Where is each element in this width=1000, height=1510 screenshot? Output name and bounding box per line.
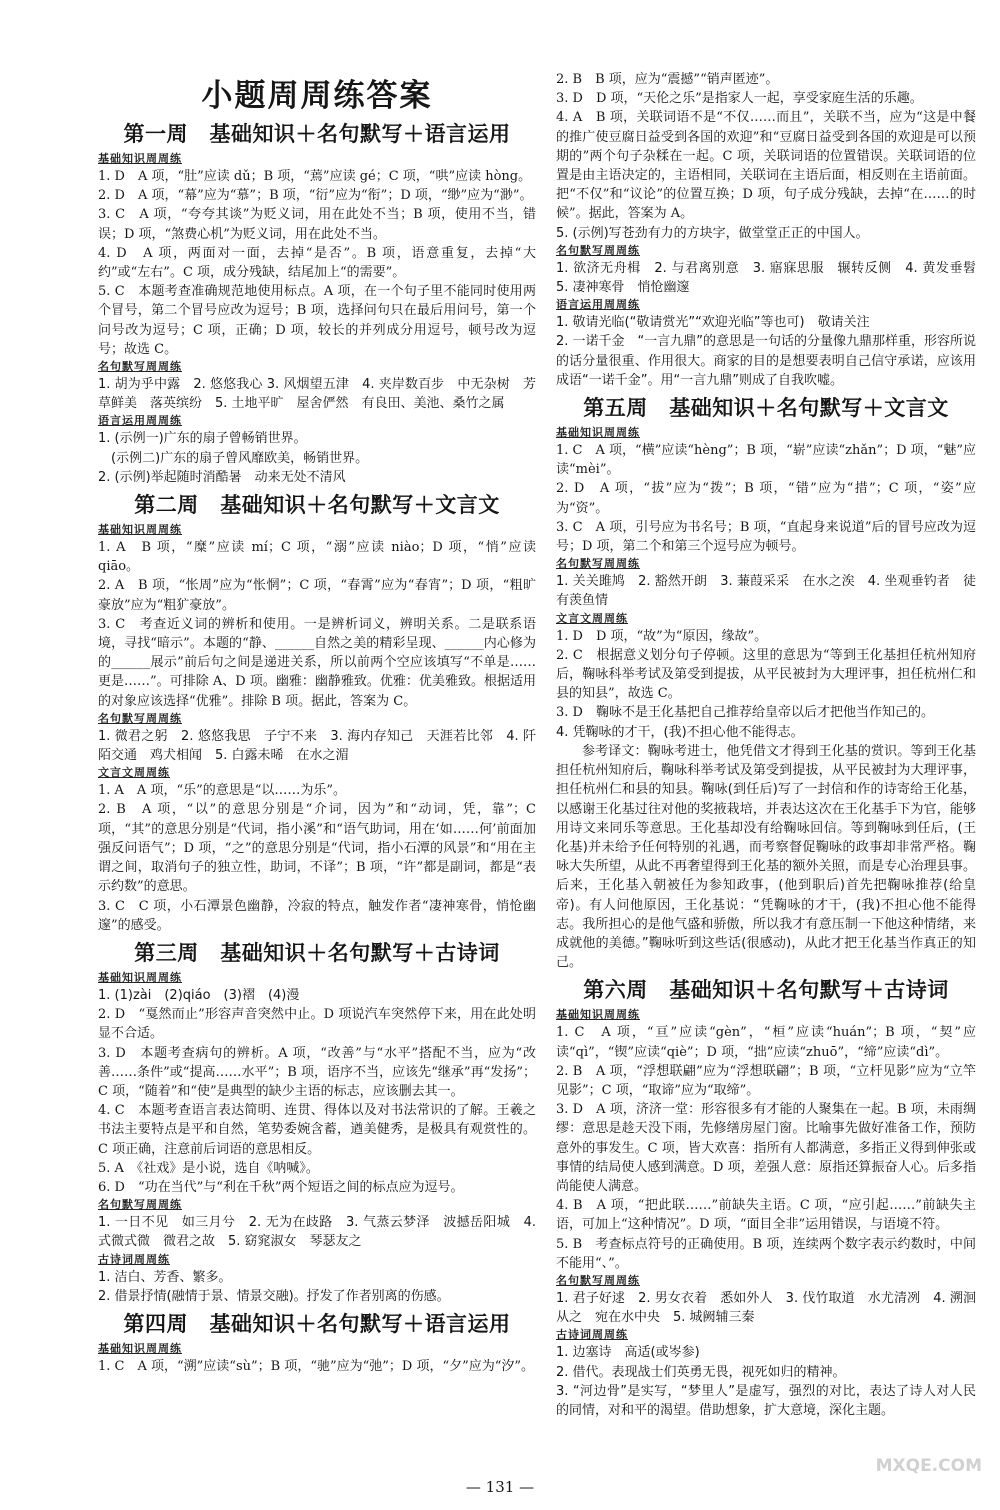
answer-text: 3. “河边骨”是实写，“梦里人”是虚写，强烈的对比，表达了诗人对人民的同情，对和平的渴望。借助想象，扩大意境，深化主题。 [556,1383,976,1418]
answer-item: 5. C 本题考查准确规范地使用标点。A 项，在一个句子里不能同时使用两个冒号，第二个冒号应改为逗号；B 项，选择问句只在最后用问号，第一个问号改为逗号；C 项，正确；D 项，较长的并列成分用逗号，顿号改为逗号；故选 C。 [98,284,536,357]
answer-item: 3. C 考查近义词的辨析和使用。一是辨析词义，辨明关系。二是联系语境，寻找“暗示”。本题的“静、______自然之美的精彩呈现、______内心修为的______展示”前后句之间是递进关系，所以前两个空应该填写“不单是……更是……”。可排除 A、D 项。幽雅：幽静雅致。优雅：优美雅致。根据适用的对象应该选择“优雅”。排除 B 项。据此，答案为 C。 [98,616,536,709]
answer-text: 2. 借代。表现战士们英勇无畏，视死如归的精神。 [556,1364,846,1380]
section-heading: 名句默写周周练 [98,360,182,374]
section-heading: 名句默写周周练 [556,1273,640,1287]
section-heading: 语言运用周周练 [556,298,640,312]
section-heading: 文言文周周练 [98,766,170,780]
section-heading: 基础知识周周练 [98,1341,182,1355]
answer-text: 2. (示例)举起随时消酷暑 动来无处不清风 [98,469,346,485]
answer-item: 3. C C 项，小石潭景色幽静，冷寂的特点，触发作者“凄神寒骨，悄怆幽邃”的感受。 [98,898,536,933]
answer-item: 3. D 本题考查病句的辨析。A 项，“改善”与“水平”搭配不当，应为“改善……条件”或“提高……水平”；B 项，语序不当，应该先“继承”再“发扬”；C 项，“随着”和“使”是典型的缺少主语的标志，应该删去其一。 [98,1045,536,1099]
answer-item: 6. D “功在当代”与“利在千秋”两个短语之间的标点应为逗号。 [98,1179,464,1195]
answer-item: 4. A B 项，关联词语不是“不仅……而且”，关联不当，应为“这是中餐的推广使豆腐日益受到各国的欢迎”和“豆腐日益受到各国的欢迎是可以预期的”两个句子杂糅在一起。C 项，关联词语的位置错误。关联词语的位置是由主语决定的，主语相同，关联词在主语后面，相反则在主语前面。把“不仅”和“议论”的位置互换；D 项，句子成分残缺，去掉“在……的时候”。据此，答案为 A。 [556,110,976,222]
answer-item: 1. A B 项，“糜”应读 mí；C 项，“溺”应读 niào；D 项，“悄”应读 qiāo。 [98,540,536,575]
answer-item: 2. B A 项，“浮想联翩”应为“浮想联翩”；B 项，“立杆见影”应为“立竿见影”；C 项，“取谛”应为“取缔”。 [556,1063,976,1098]
section-heading: 文言文周周练 [556,611,628,625]
section-heading: 基础知识周周练 [98,152,182,165]
week-title: 第二周 基础知识＋名句默写＋文言文 [134,493,500,518]
answer-text: 1. 君子好逑 2. 男女衣着 悉如外人 3. 伐竹取道 水尤清冽 4. 溯洄从之 宛在水中央 5. 城阙辅三秦 [556,1290,976,1326]
answer-item: 1. D A 项，“肚”应读 dǔ；B 项，“蔫”应读 gé；C 项，“哄”应读 hòng。 [98,169,532,184]
answer-text: (示例二)广东的扇子曾风靡欧美，畅销世界。 [98,450,369,466]
answer-text: 1. 胡为乎中露 2. 悠悠我心 3. 风烟望五津 4. 夹岸数百步 中无杂树 芳草鲜美 落英缤纷 5. 土地平旷 屋舍俨然 有良田、美池、桑竹之属 [98,377,536,412]
left-column-content [98,118,536,1376]
right-column [556,70,990,1420]
answer-item: 1. C A 项，“亘”应读“gèn”，“桓”应读“huán”；B 项，“契”应读“qì”，“锲”应读“qiè”；D 项，“拙”应读“zhuō”，“缔”应读“dì”。 [556,1025,976,1060]
left-column [98,72,536,1376]
page-number: — 131 — [465,1478,535,1496]
answer-text: 1. 关关雎鸠 2. 豁然开朗 3. 蒹葭采采 在水之涘 4. 坐观垂钓者 徒有羡鱼情 [556,574,976,609]
week-title: 第三周 基础知识＋名句默写＋古诗词 [134,940,500,965]
answer-item: 5. A 《社戏》是小说，选自《呐喊》。 [98,1160,319,1176]
right-column-content [556,70,990,1420]
week-title: 第五周 基础知识＋名句默写＋文言文 [583,396,949,421]
answer-text: 1. 洁白、芳香、繁多。 [98,1269,232,1285]
answer-item: 3. C A 项，引号应为书名号；B 项，“直起身来说道”后的冒号应改为逗号；D 项，第二个和第三个逗号应为顿号。 [556,519,976,555]
week-title: 第四周 基础知识＋名句默写＋语言运用 [123,1311,511,1336]
answer-text: 2. 一诺千金 “一言九鼎”的意思是一句话的分量像九鼎那样重，形容所说的话分量很重、作用很大。商家的目的是想要表明自己信守承诺，应该用成语“一诺千金”。用“一言九鼎”则成了自我吹嘘。 [556,334,977,388]
section-heading: 基础知识周周练 [556,426,640,440]
answer-item: 4. C 本题考查语言表达简明、连贯、得体以及对书法常识的了解。王羲之书法主要特点是平和自然，笔势委婉含蓄，遒美健秀，是极具有观赏性的。C 项正确，注意前后词语的意思相反。 [98,1103,536,1157]
answer-text: 1. 边塞诗 高适(或岑参) [556,1345,700,1361]
answer-item: 3. D A 项，济济一堂：形容很多有才能的人聚集在一起。B 项，未雨绸缪：意思是趁天没下雨，先修缮房屋门窗。比喻事先做好准备工作，预防意外的事发生。C 项，皆大欢喜：指所有人都满意，多指正义得到伸张或事情的结局使人感到满意。D 项，差强人意：原指还算振奋人心。后多指尚能使人满意。 [556,1102,976,1194]
site-watermark: MXQE.COM [875,1456,982,1476]
answer-text: 1. 敬请光临(“敬请赏光”“欢迎光临”等也可) 敬请关注 [556,315,870,331]
answer-text: 1. 微君之躬 2. 悠悠我思 子宁不来 3. 海内存知己 天涯若比邻 4. 阡陌交通 鸡犬相闻 5. 白露未晞 在水之湄 [98,728,536,764]
answer-item: 2. D A 项，“拔”应为“拨”；B 项，“错”应为“措”；C 项，“姿”应为“资”。 [556,481,976,516]
section-heading: 名句默写周周练 [556,557,640,571]
answer-item: 2. B A 项，“以”的意思分别是“介词，因为”和“动词，凭，靠”；C 项，“其”的意思分别是“代词，指小溪”和“语气助词，用在‘如……何’前面加强反问语气”；D 项，“之”的意思分别是“代词，指小石潭的风景”和“用在主谓之间，取消句子的独立性，助词，不译”；B 项，“许”都是副词，都是“表示约数”的意思。 [98,802,536,895]
answer-item: 4. B A 项，“把此联……”前缺失主语。C 项，“应引起……”前缺失主语，可加上“这种情况”。D 项，“面目全非”运用错误，与语境不符。 [556,1198,976,1233]
week-title: 第一周 基础知识＋名句默写＋语言运用 [123,122,511,146]
section-heading: 名句默写周周练 [98,711,182,725]
section-heading: 语言运用周周练 [98,414,182,428]
answer-text: 5. (示例)写苍劲有力的方块字，做堂堂正正的中国人。 [556,225,869,241]
answer-item: 3. D 鞠咏不是王化基把自己推荐给皇帝以后才把他当作知己的。 [556,705,934,721]
answer-item: 2. D A 项，“幕”应为“慕”；B 项，“衍”应为“衔”；D 项，“缈”应为“渺”。 [98,188,533,204]
answer-text: 1. 一日不见 如三月兮 2. 无为在歧路 3. 气蒸云梦泽 波撼岳阳城 4. 式微式微 微君之故 5. 窈窕淑女 琴瑟友之 [98,1215,536,1250]
answer-text: 参考译文：鞠咏考进士，他凭借文才得到王化基的赏识。等到王化基担任杭州知府后，鞠咏科举考试及第受到提拔，从平民被封为大理评事，担任杭州仁和县的知县。鞠咏(到任后)写了一封信和作的诗寄给王化基，以感谢王化基过往对他的奖掖栽培，并表达这次在王化基手下为官，能够用诗文来同乐等意思。王化基却没有给鞠咏回信。等到鞠咏到任后，(王化基)并未给予任何特别的礼遇，而考察督促鞠咏的政事却非常严格。鞠咏大失所望，从此不再奢望得到王化基的额外关照，而是专心治理县事。后来，王化基入朝被任为参知政事，(他到职后)首先把鞠咏推荐(给皇帝)。有人问他原因，王化基说：“凭鞠咏的才干，(我)不担心他不能得志。我所担心的是他气盛和骄傲，所以我才有意压制一下他这种情绪，来成就他的美德。”鞠咏听到这些话(很感动)，从此才把王化基当作真正的知己。 [556,743,976,971]
answer-text: 1. (1)zài (2)qiáo (3)褶 (4)漫 [98,987,300,1003]
page-title: 小题周周练答案 [201,78,433,114]
section-heading: 古诗词周周练 [556,1328,628,1342]
section-heading: 名句默写周周练 [556,243,640,257]
answer-item: 2. C 根据意义划分句子停顿。这里的意思为“等到王化基担任杭州知府后，鞠咏科举考试及第受到提拔，从平民被封为大理评事，担任杭州仁和县的知县”，故选 C。 [556,647,976,702]
answer-item: 2. B B 项，应为“震撼”“销声匿迹”。 [556,72,779,87]
section-heading: 古诗词周周练 [98,1252,170,1266]
answer-text: 1. (示例一)广东的扇子曾畅销世界。 [98,431,307,447]
week-title: 第六周 基础知识＋名句默写＋古诗词 [583,978,949,1003]
answer-item: 5. B 考查标点符号的正确使用。B 项，连续两个数字表示约数时，中间不能用“、”。 [556,1236,976,1271]
answer-item: 1. C A 项，“横”应读“hèng”；B 项，“崭”应读“zhǎn”；D 项，“魅”应读“mèi”。 [556,443,976,478]
answer-text: 1. 欲济无舟楫 2. 与君离别意 3. 寤寐思服 辗转反侧 4. 黄发垂髫 5. 凄神寒骨 悄怆幽邃 [556,260,990,296]
answer-item: 1. D D 项，“故”为“原因，缘故”。 [556,628,768,644]
answer-text: 2. 借景抒情(融情于景、情景交融)。抒发了作者别离的伤感。 [98,1288,450,1304]
answer-item: 1. C A 项，“溯”应读“sù”；B 项，“驰”应为“弛”；D 项，“夕”应为“汐”。 [98,1358,535,1374]
answer-text: 4. 凭鞠咏的才干，(我)不担心他不能得志。 [556,724,804,740]
answer-item: 3. C A 项，“夸夸其谈”为贬义词，用在此处不当；B 项，使用不当，错误；D 项，“煞费心机”为贬义词，用在此处不当。 [98,207,536,242]
section-heading: 基础知识周周练 [556,1008,640,1022]
answer-item: 2. A B 项，“怅周”应为“怅惘”；C 项，“春霄”应为“春宵”；D 项，“粗旷豪放”应为“粗犷豪放”。 [98,578,536,613]
section-heading: 基础知识周周练 [98,523,182,537]
section-heading: 名句默写周周练 [98,1198,182,1212]
section-heading: 基础知识周周练 [98,970,182,984]
answer-item: 1. A A 项，“乐”的意思是“以……为乐”。 [98,783,347,799]
answer-item: 3. D D 项，“天伦之乐”是指家人一起，享受家庭生活的乐趣。 [556,91,923,107]
answer-item: 4. D A 项，两面对一面，去掉“是否”。B 项，语意重复，去掉“大约”或“左右”。C 项，成分残缺，结尾加上“的需要”。 [98,245,536,281]
answer-item: 2. D “戛然而止”形容声音突然中止。D 项说汽车突然停下来，用在此处明显不合适。 [98,1007,536,1042]
